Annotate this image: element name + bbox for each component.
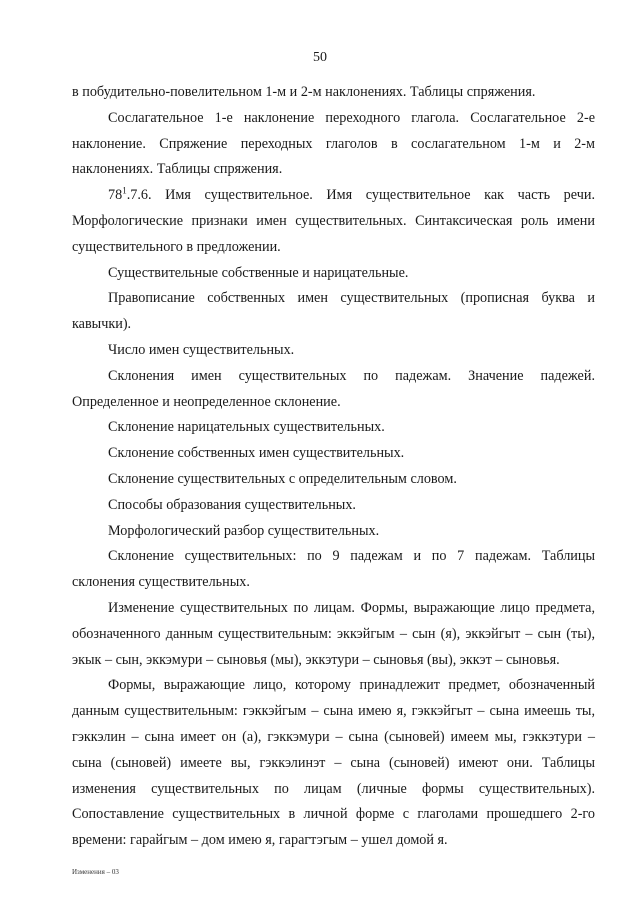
paragraph-7: Склонения имен существительных по падежам. Значение падежей. Определенное и неопределенное склонение. — [72, 367, 595, 410]
section-number: 78 — [108, 187, 123, 204]
paragraph-9: Склонение собственных имен существительных. — [108, 445, 405, 462]
paragraph-6: Число имен существительных. — [108, 341, 295, 358]
paragraph-8: Склонение нарицательных существительных. — [108, 419, 385, 436]
section-superscript: 1 — [122, 185, 127, 196]
revision-footer: Изменения – 03 — [72, 868, 119, 876]
paragraph-14: Изменение существительных по лицам. Формы, выражающие лицо предмета, обозначенного данным существительным: эккэйгым – сын (я), эккэйгыт – сын (ты), экык – сын, эккэмури – сыновья (мы), эккэтури – сыновья (вы), эккэт – сыновья. — [72, 599, 595, 668]
paragraph-3-text: .7.6. Имя существительное. Имя существительное как часть речи. Морфологические признаки имен существительных. Синтаксическая роль имени существительного в предложении. — [72, 187, 595, 255]
paragraph-1: в побудительно-повелительном 1-м и 2-м наклонениях. Таблицы спряжения. — [72, 84, 536, 100]
paragraph-3 — [72, 183, 595, 260]
paragraph-2: Сослагательное 1-е наклонение переходного глагола. Сослагательное 2-е наклонение. Спряжение переходных глаголов в сослагательном 1-м и 2-м наклонениях. Таблицы спряжения. — [72, 109, 595, 178]
paragraph-4: Существительные собственные и нарицательные. — [108, 264, 409, 281]
document-body — [72, 80, 595, 854]
paragraph-13: Склонение существительных: по 9 падежам и по 7 падежам. Таблицы склонения существительных. — [72, 548, 595, 591]
paragraph-12: Морфологический разбор существительных. — [108, 522, 380, 539]
paragraph-11: Способы образования существительных. — [108, 496, 356, 513]
paragraph-5: Правописание собственных имен существительных (прописная буква и кавычки). — [72, 290, 595, 333]
paragraph-15: Формы, выражающие лицо, которому принадлежит предмет, обозначенный данным существительным: гэккэйгым – сына имею я, гэккэйгыт – сына имеешь ты, гэккэлин – сына имеет он (а), гэккэмури – сына (сыновей) имеем мы, гэккэтури – сына (сыновей) имеете вы, гэккэлинэт – сына (сыновей) имеют они. Таблицы изменения существительных по лицам (личные формы существительных). Сопоставление существительных в личной форме с глаголами прошедшего 2-го времени: гарайгым – дом имею я, гарагтэгым – ушел домой я. — [72, 677, 595, 849]
page-number: 50 — [313, 50, 327, 65]
paragraph-10: Склонение существительных с определительным словом. — [108, 470, 457, 487]
